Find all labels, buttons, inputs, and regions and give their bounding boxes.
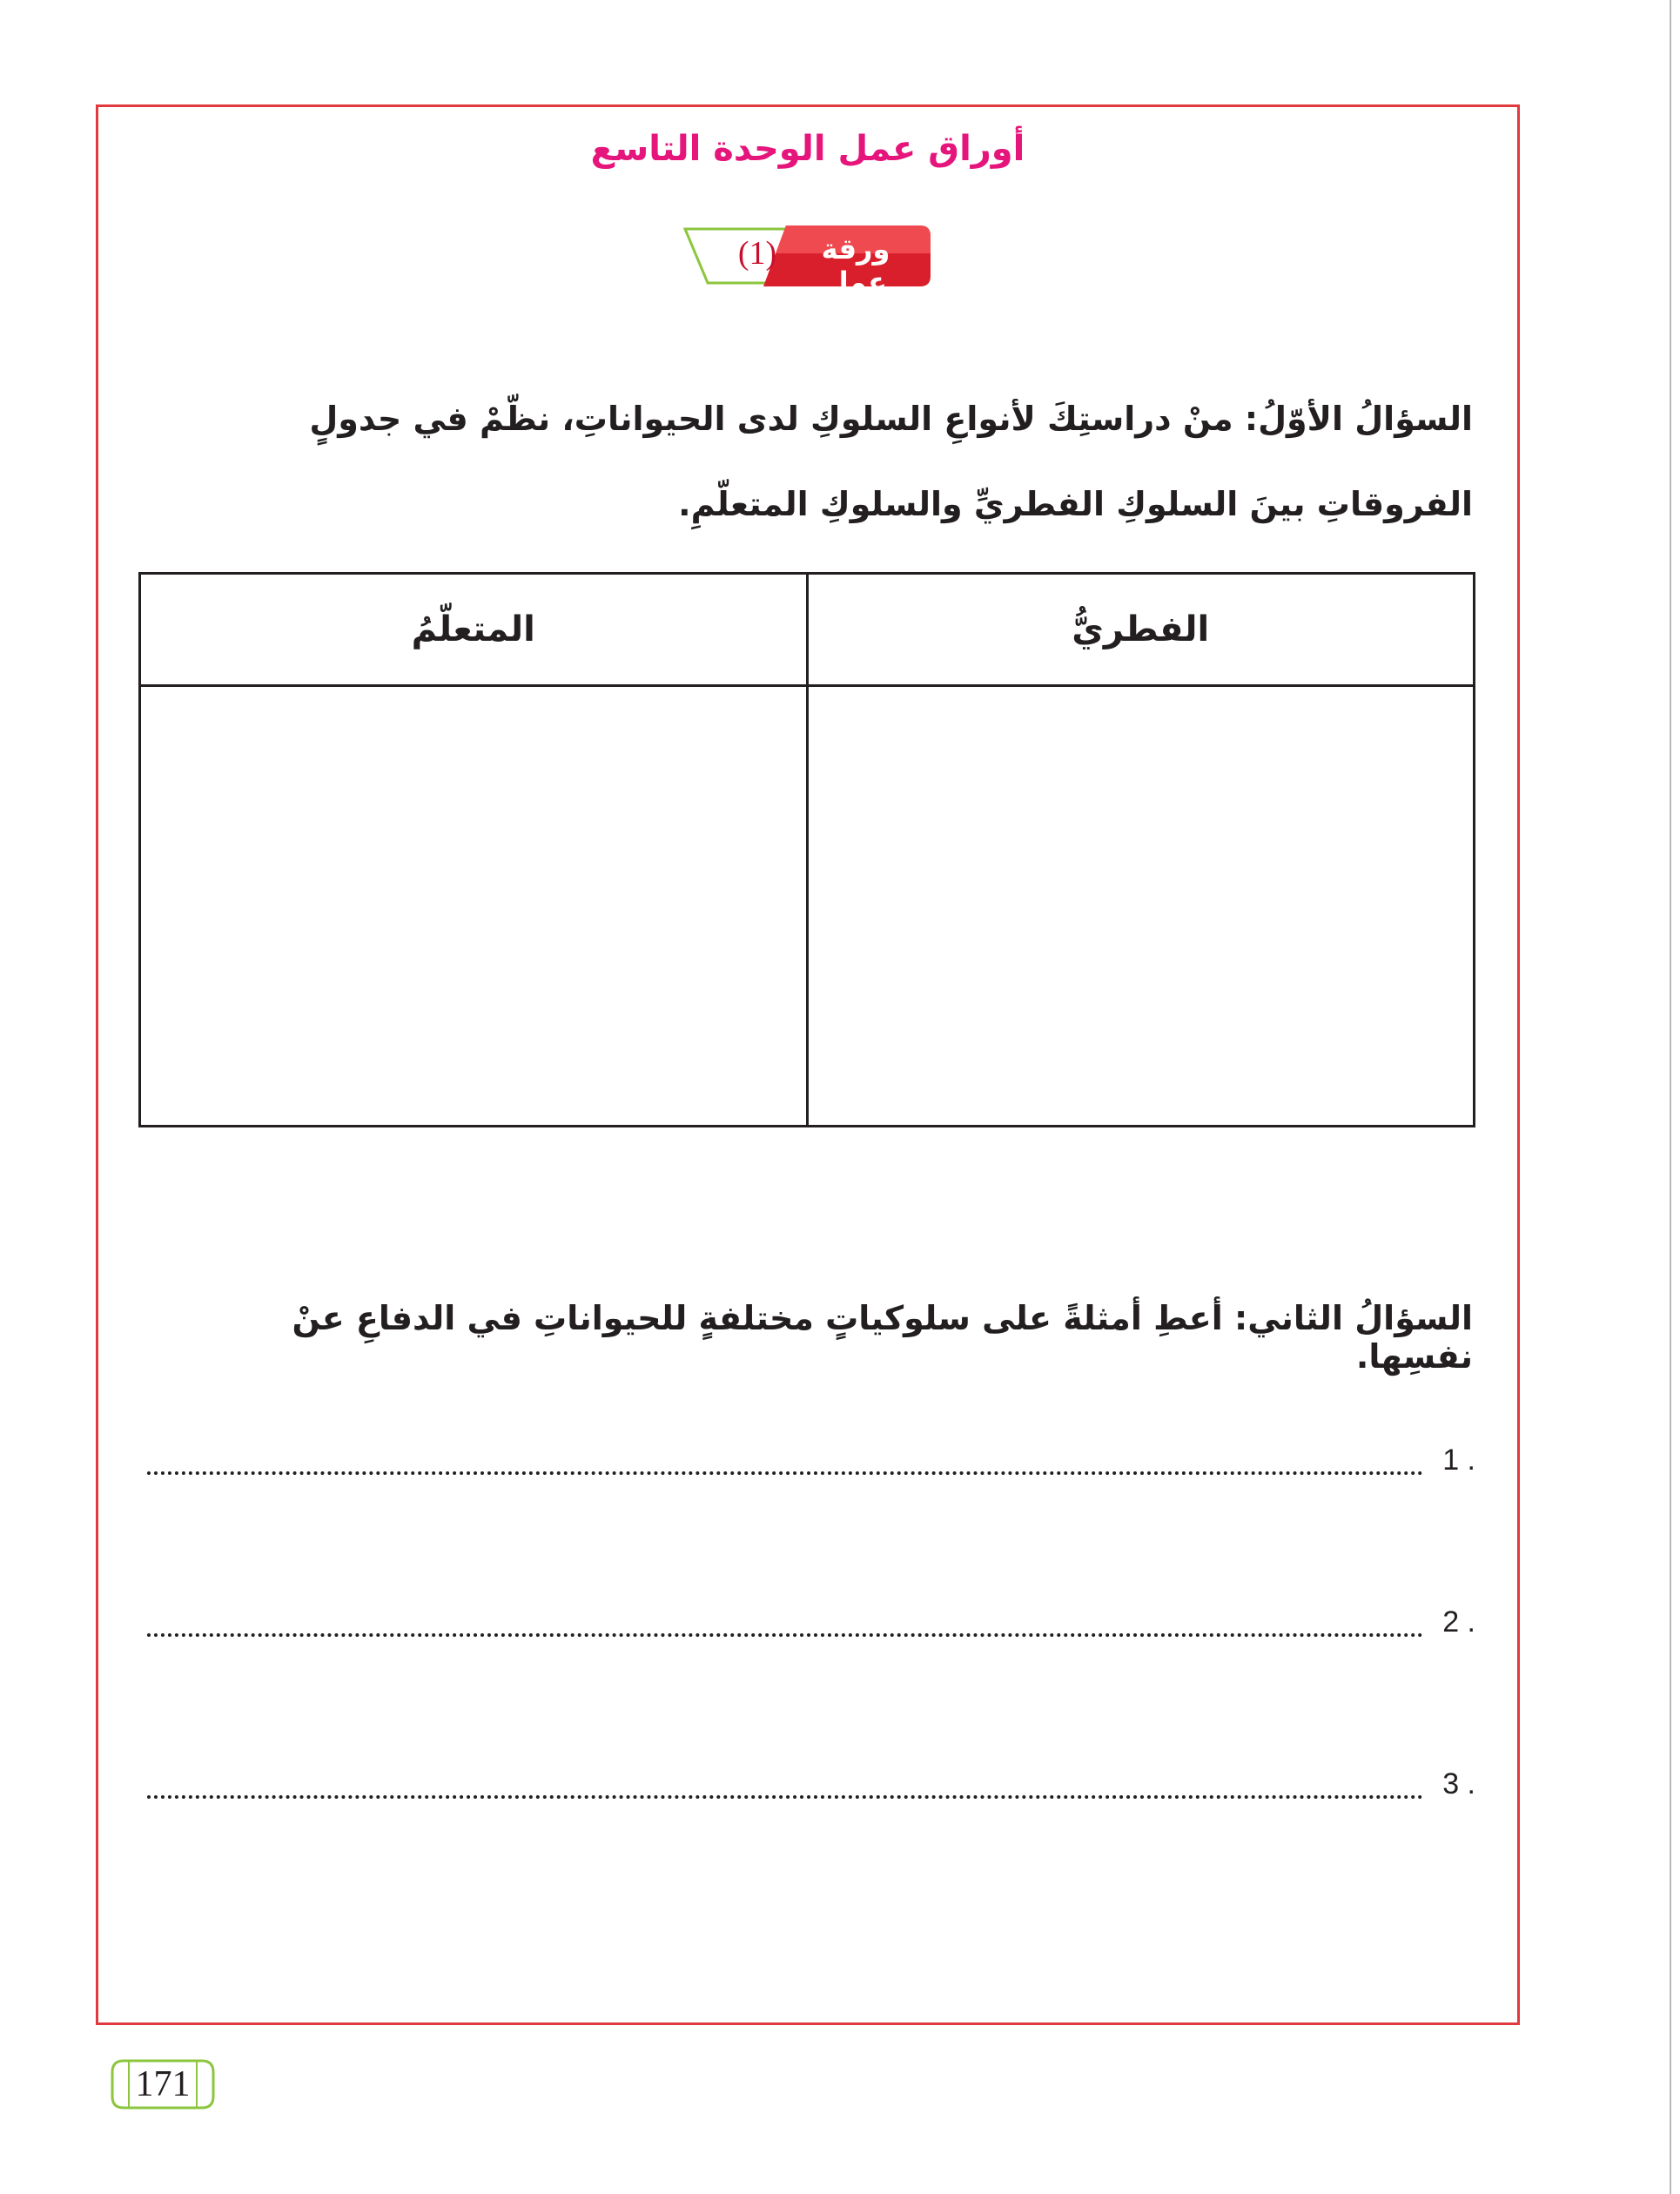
answer-line-1[interactable] [144,1444,1475,1487]
dotted-line [147,1795,1423,1799]
header-learned: المتعلّمُ [140,574,808,686]
dotted-line [147,1471,1423,1475]
table-header-row [140,574,1475,686]
page-number: 171 [135,2064,191,2104]
table-answer-row [140,686,1475,1127]
answer-cell-learned[interactable] [140,686,808,1127]
worksheet-number: (1) [737,235,777,272]
page-number-badge [110,2058,216,2110]
answer-cell-innate[interactable] [807,686,1475,1127]
question-2: السؤالُ الثاني: أعطِ أمثلةً على سلوكياتٍ مختلفةٍ للحيواناتِ في الدفاعِ عنْ نفسِها. [292,1299,1473,1376]
answer-line-2[interactable] [144,1605,1475,1649]
answer-line-3[interactable] [144,1767,1475,1811]
unit-title: أوراق عمل الوحدة التاسع [590,129,1025,169]
question-1: السؤالُ الأوّلُ: منْ دراستِكَ لأنواعِ السلوكِ لدى الحيواناتِ، نظّمْ في جدولٍ الفروقاتِ بينَ السلوكِ الفطريِّ والسلوكِ المتعلّمِ. [309,400,1473,523]
comparison-table [138,572,1475,1127]
answer-number: 3 . [1442,1767,1475,1800]
answer-number: 2 . [1442,1605,1475,1639]
header-innate: الفطريُّ [807,574,1475,686]
worksheet-label: ورقة عمل [821,232,890,299]
answer-number: 1 . [1442,1444,1475,1477]
worksheet-tag [683,222,936,299]
dotted-line [147,1633,1423,1637]
page-edge-rule [1670,0,1671,2194]
